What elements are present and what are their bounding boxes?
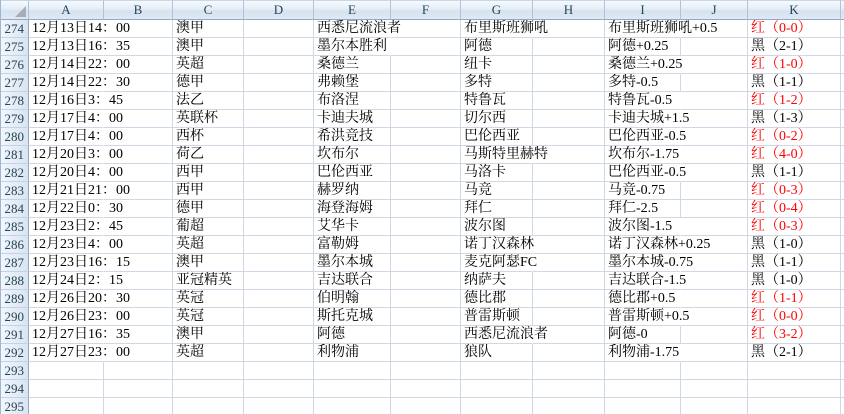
cell-empty-d[interactable] xyxy=(244,182,314,200)
cell-league[interactable]: 德甲 xyxy=(173,74,244,92)
cell-home-team[interactable] xyxy=(314,380,391,398)
cell-result[interactable]: 黑（1-0） xyxy=(748,236,841,254)
cell-empty-h[interactable] xyxy=(533,218,605,236)
column-header-A[interactable]: A xyxy=(29,0,104,20)
cell-date[interactable]: 12月17日4：00 xyxy=(29,128,104,146)
cell-away-team[interactable]: 巴伦西亚 xyxy=(461,128,533,146)
cell-away-team[interactable] xyxy=(461,398,533,414)
cell-home-team[interactable]: 巴伦西亚 xyxy=(314,164,391,182)
sheet-row xyxy=(1,380,844,398)
cell-away-team[interactable]: 特鲁瓦 xyxy=(461,92,533,110)
cell-empty-h[interactable] xyxy=(533,398,605,414)
cell-league[interactable]: 英冠 xyxy=(173,308,244,326)
cell-empty-h[interactable] xyxy=(533,344,605,362)
cell-result[interactable]: 黑（1-1） xyxy=(748,74,841,92)
cell-handicap-pick[interactable]: 墨尔本城-0.75 xyxy=(605,254,681,272)
cell-league[interactable] xyxy=(173,380,244,398)
cell-away-team[interactable] xyxy=(461,362,533,380)
cell-away-team[interactable]: 阿德 xyxy=(461,38,533,56)
cell-empty-d[interactable] xyxy=(244,110,314,128)
cell-home-team[interactable]: 海登海姆 xyxy=(314,200,391,218)
cell-league[interactable] xyxy=(173,398,244,414)
cell-league[interactable]: 英联杯 xyxy=(173,110,244,128)
cell-handicap-pick[interactable]: 阿德-0 xyxy=(605,326,681,344)
cell-empty-j[interactable] xyxy=(681,344,748,362)
cell-empty-h[interactable] xyxy=(533,272,605,290)
cell-empty-d[interactable] xyxy=(244,56,314,74)
cell-result[interactable]: 红（0-3） xyxy=(748,182,841,200)
cell-empty-d[interactable] xyxy=(244,200,314,218)
cell-empty-h[interactable] xyxy=(533,56,605,74)
cell-empty-j[interactable] xyxy=(681,74,748,92)
cell-handicap-pick[interactable] xyxy=(605,398,681,414)
cell-empty-f[interactable] xyxy=(391,380,461,398)
cell-empty-d[interactable] xyxy=(244,326,314,344)
column-header-I[interactable]: I xyxy=(605,0,681,20)
cell-empty-f[interactable] xyxy=(391,272,461,290)
cell-empty-f[interactable] xyxy=(391,146,461,164)
cell-empty-j[interactable] xyxy=(681,398,748,414)
cell-away-team[interactable]: 切尔西 xyxy=(461,110,533,128)
cell-handicap-pick[interactable]: 普雷斯顿+0.5 xyxy=(605,308,681,326)
cell-league[interactable]: 法乙 xyxy=(173,92,244,110)
sheet-row xyxy=(1,74,844,92)
cell-home-team[interactable]: 卡迪夫城 xyxy=(314,110,391,128)
cell-empty-f[interactable] xyxy=(391,218,461,236)
cell-away-team[interactable]: 德比郡 xyxy=(461,290,533,308)
cell-handicap-pick[interactable]: 多特-0.5 xyxy=(605,74,681,92)
row-header[interactable]: 288 xyxy=(1,272,29,290)
cell-handicap-pick[interactable]: 巴伦西亚-0.5 xyxy=(605,128,681,146)
cell-league[interactable]: 荷乙 xyxy=(173,146,244,164)
cell-empty-h[interactable] xyxy=(533,308,605,326)
cell-league[interactable]: 亚冠精英 xyxy=(173,272,244,290)
cell-empty-d[interactable] xyxy=(244,146,314,164)
sheet-row xyxy=(1,56,844,74)
cell-empty-f[interactable] xyxy=(391,56,461,74)
cell-date[interactable]: 12月13日14：00 xyxy=(29,20,104,38)
cell-date[interactable]: 12月20日4：00 xyxy=(29,164,104,182)
cell-result[interactable]: 红（0-3） xyxy=(748,218,841,236)
cell-league[interactable]: 德甲 xyxy=(173,200,244,218)
cell-empty-j[interactable] xyxy=(681,110,748,128)
cell-date[interactable]: 12月24日2：15 xyxy=(29,272,104,290)
cell-result[interactable]: 红（0-0） xyxy=(748,308,841,326)
cell-empty-h[interactable] xyxy=(533,92,605,110)
cell-handicap-pick[interactable]: 桑德兰+0.25 xyxy=(605,56,681,74)
cell-date[interactable]: 12月22日0：30 xyxy=(29,200,104,218)
cell-date[interactable]: 12月20日3：00 xyxy=(29,146,104,164)
cell-empty-d[interactable] xyxy=(244,398,314,414)
cell-empty-h[interactable] xyxy=(533,74,605,92)
row-header[interactable]: 291 xyxy=(1,326,29,344)
cell-empty-d[interactable] xyxy=(244,344,314,362)
cell-result[interactable]: 红（0-0） xyxy=(748,20,841,38)
cell-empty-d[interactable] xyxy=(244,128,314,146)
cell-handicap-pick[interactable]: 卡迪夫城+1.5 xyxy=(605,110,681,128)
sheet-row xyxy=(1,398,844,414)
sheet-row xyxy=(1,344,844,362)
cell-handicap-pick[interactable]: 波尔图-1.5 xyxy=(605,218,681,236)
cell-home-team[interactable]: 伯明翰 xyxy=(314,290,391,308)
cell-away-team[interactable]: 诺丁汉森林 xyxy=(461,236,533,254)
cell-league[interactable]: 澳甲 xyxy=(173,254,244,272)
cell-date[interactable]: 12月16日3：45 xyxy=(29,92,104,110)
select-all-triangle-icon xyxy=(15,6,26,17)
cell-away-team[interactable]: 马洛卡 xyxy=(461,164,533,182)
cell-home-team[interactable]: 布洛涅 xyxy=(314,92,391,110)
cell-result[interactable] xyxy=(748,362,841,380)
cell-away-team[interactable]: 普雷斯顿 xyxy=(461,308,533,326)
cell-league[interactable]: 葡超 xyxy=(173,218,244,236)
cell-empty-h[interactable] xyxy=(533,200,605,218)
row-header[interactable]: 283 xyxy=(1,182,29,200)
cell-result[interactable]: 红（0-4） xyxy=(748,200,841,218)
cell-empty-f[interactable] xyxy=(391,20,461,38)
cell-empty-h[interactable] xyxy=(533,380,605,398)
cell-date[interactable]: 12月13日16：35 xyxy=(29,38,104,56)
cell-home-team[interactable]: 利物浦 xyxy=(314,344,391,362)
cell-league[interactable] xyxy=(173,362,244,380)
cell-date[interactable]: 12月26日23：00 xyxy=(29,308,104,326)
cell-result[interactable]: 红（1-1） xyxy=(748,290,841,308)
cell-away-team[interactable]: 麦克阿瑟FC xyxy=(461,254,533,272)
row-header[interactable]: 290 xyxy=(1,308,29,326)
row-header[interactable]: 280 xyxy=(1,128,29,146)
row-header[interactable]: 286 xyxy=(1,236,29,254)
cell-empty-f[interactable] xyxy=(391,200,461,218)
cell-empty-f[interactable] xyxy=(391,236,461,254)
sheet-row xyxy=(1,200,844,218)
cell-handicap-pick[interactable]: 拜仁-2.5 xyxy=(605,200,681,218)
cell-result[interactable]: 黑（1-0） xyxy=(748,272,841,290)
cell-league[interactable]: 西甲 xyxy=(173,182,244,200)
sheet-row xyxy=(1,308,844,326)
cell-away-team[interactable]: 纳萨夫 xyxy=(461,272,533,290)
cell-handicap-pick[interactable]: 坎布尔-1.75 xyxy=(605,146,681,164)
cell-empty-h[interactable] xyxy=(533,128,605,146)
column-header-D[interactable]: D xyxy=(244,0,314,20)
cell-result[interactable]: 红（3-2） xyxy=(748,326,841,344)
cell-league[interactable]: 澳甲 xyxy=(173,38,244,56)
cell-date[interactable]: 12月23日4：00 xyxy=(29,236,104,254)
sheet-row xyxy=(1,182,844,200)
cell-home-team[interactable]: 墨尔本胜利 xyxy=(314,38,391,56)
cell-result[interactable]: 红（0-2） xyxy=(748,128,841,146)
cell-empty-j[interactable] xyxy=(681,164,748,182)
cell-away-team[interactable] xyxy=(461,380,533,398)
row-header[interactable]: 289 xyxy=(1,290,29,308)
row-header[interactable]: 285 xyxy=(1,218,29,236)
cell-home-team[interactable] xyxy=(314,362,391,380)
cell-empty-d[interactable] xyxy=(244,74,314,92)
cell-empty-f[interactable] xyxy=(391,344,461,362)
cell-handicap-pick[interactable]: 利物浦-1.75 xyxy=(605,344,681,362)
cell-league[interactable]: 澳甲 xyxy=(173,326,244,344)
cell-empty-h[interactable] xyxy=(533,254,605,272)
cell-empty-d[interactable] xyxy=(244,308,314,326)
sheet-row xyxy=(1,290,844,308)
cell-away-team[interactable]: 西悉尼流浪者 xyxy=(461,326,533,344)
sheet-body xyxy=(1,20,844,414)
row-header[interactable]: 279 xyxy=(1,110,29,128)
cell-handicap-pick[interactable]: 马竞-0.75 xyxy=(605,182,681,200)
cell-empty-f[interactable] xyxy=(391,326,461,344)
cell-empty-h[interactable] xyxy=(533,38,605,56)
row-header[interactable]: 277 xyxy=(1,74,29,92)
cell-empty-j[interactable] xyxy=(681,200,748,218)
cell-date[interactable] xyxy=(29,380,104,398)
cell-empty-d[interactable] xyxy=(244,236,314,254)
column-header-B[interactable]: B xyxy=(104,0,173,20)
row-header[interactable]: 281 xyxy=(1,146,29,164)
sheet-row xyxy=(1,38,844,56)
cell-empty-f[interactable] xyxy=(391,110,461,128)
cell-empty-b[interactable] xyxy=(104,380,173,398)
cell-away-team[interactable]: 布里斯班狮吼 xyxy=(461,20,533,38)
cell-empty-f[interactable] xyxy=(391,164,461,182)
cell-away-team[interactable]: 马斯特里赫特 xyxy=(461,146,533,164)
cell-date[interactable]: 12月17日4：00 xyxy=(29,110,104,128)
cell-empty-j[interactable] xyxy=(681,380,748,398)
cell-handicap-pick[interactable] xyxy=(605,362,681,380)
sheet-row xyxy=(1,272,844,290)
sheet-row xyxy=(1,236,844,254)
cell-handicap-pick[interactable]: 吉达联合-1.5 xyxy=(605,272,681,290)
cell-home-team[interactable]: 阿德 xyxy=(314,326,391,344)
sheet-row xyxy=(1,164,844,182)
cell-date[interactable]: 12月27日23：00 xyxy=(29,344,104,362)
cell-home-team[interactable]: 墨尔本城 xyxy=(314,254,391,272)
sheet-row xyxy=(1,362,844,380)
column-header-H[interactable]: H xyxy=(533,0,605,20)
cell-empty-f[interactable] xyxy=(391,92,461,110)
worksheet-table xyxy=(1,0,844,414)
cell-result[interactable]: 红（4-0） xyxy=(748,146,841,164)
row-header[interactable]: 293 xyxy=(1,362,29,380)
cell-empty-d[interactable] xyxy=(244,38,314,56)
cell-date[interactable]: 12月21日21：00 xyxy=(29,182,104,200)
cell-home-team[interactable]: 艾华卡 xyxy=(314,218,391,236)
cell-empty-f[interactable] xyxy=(391,254,461,272)
cell-handicap-pick[interactable] xyxy=(605,380,681,398)
cell-empty-d[interactable] xyxy=(244,218,314,236)
cell-empty-f[interactable] xyxy=(391,290,461,308)
cell-result[interactable]: 红（1-2） xyxy=(748,92,841,110)
cell-empty-d[interactable] xyxy=(244,362,314,380)
cell-away-team[interactable]: 纽卡 xyxy=(461,56,533,74)
cell-home-team[interactable]: 富勒姆 xyxy=(314,236,391,254)
cell-handicap-pick[interactable]: 特鲁瓦-0.5 xyxy=(605,92,681,110)
row-header[interactable]: 292 xyxy=(1,344,29,362)
cell-date[interactable]: 12月23日16：15 xyxy=(29,254,104,272)
cell-home-team[interactable]: 赫罗纳 xyxy=(314,182,391,200)
cell-empty-j[interactable] xyxy=(681,218,748,236)
cell-empty-b[interactable] xyxy=(104,398,173,414)
row-header[interactable]: 295 xyxy=(1,398,29,414)
cell-home-team[interactable]: 吉达联合 xyxy=(314,272,391,290)
cell-league[interactable]: 英超 xyxy=(173,344,244,362)
cell-date[interactable]: 12月14日22：30 xyxy=(29,74,104,92)
cell-result[interactable] xyxy=(748,398,841,414)
cell-result[interactable]: 黑（1-1） xyxy=(748,164,841,182)
cell-empty-j[interactable] xyxy=(681,290,748,308)
cell-result[interactable]: 黑（1-1） xyxy=(748,254,841,272)
cell-home-team[interactable]: 西悉尼流浪者 xyxy=(314,20,391,38)
cell-date[interactable]: 12月14日22：00 xyxy=(29,56,104,74)
sheet-row xyxy=(1,218,844,236)
row-header[interactable]: 275 xyxy=(1,38,29,56)
cell-away-team[interactable]: 狼队 xyxy=(461,344,533,362)
cell-handicap-pick[interactable]: 诺丁汉森林+0.25 xyxy=(605,236,681,254)
cell-empty-d[interactable] xyxy=(244,254,314,272)
cell-result[interactable]: 黑（2-1） xyxy=(748,38,841,56)
sheet-row xyxy=(1,146,844,164)
cell-home-team[interactable] xyxy=(314,398,391,414)
cell-empty-j[interactable] xyxy=(681,272,748,290)
cell-empty-d[interactable] xyxy=(244,380,314,398)
sheet-row xyxy=(1,20,844,38)
sheet-row xyxy=(1,110,844,128)
cell-result[interactable]: 红（1-0） xyxy=(748,56,841,74)
cell-league[interactable]: 英冠 xyxy=(173,290,244,308)
sheet-row xyxy=(1,128,844,146)
cell-empty-j[interactable] xyxy=(681,182,748,200)
column-header-G[interactable]: G xyxy=(461,0,533,20)
cell-empty-j[interactable] xyxy=(681,56,748,74)
row-header[interactable]: 274 xyxy=(1,20,29,38)
cell-result[interactable]: 黑（1-3） xyxy=(748,110,841,128)
cell-empty-f[interactable] xyxy=(391,182,461,200)
cell-empty-h[interactable] xyxy=(533,236,605,254)
cell-empty-j[interactable] xyxy=(681,362,748,380)
cell-date[interactable]: 12月27日16：35 xyxy=(29,326,104,344)
cell-empty-j[interactable] xyxy=(681,92,748,110)
cell-empty-d[interactable] xyxy=(244,290,314,308)
cell-league[interactable]: 澳甲 xyxy=(173,20,244,38)
cell-empty-j[interactable] xyxy=(681,38,748,56)
cell-empty-b[interactable] xyxy=(104,362,173,380)
cell-empty-j[interactable] xyxy=(681,128,748,146)
row-header[interactable]: 282 xyxy=(1,164,29,182)
cell-date[interactable]: 12月26日20：30 xyxy=(29,290,104,308)
sheet-row xyxy=(1,254,844,272)
cell-empty-f[interactable] xyxy=(391,38,461,56)
column-header-E[interactable]: E xyxy=(314,0,391,20)
column-header-F[interactable]: F xyxy=(391,0,461,20)
cell-empty-f[interactable] xyxy=(391,308,461,326)
cell-handicap-pick[interactable]: 巴伦西亚-0.5 xyxy=(605,164,681,182)
sheet-row xyxy=(1,92,844,110)
cell-league[interactable]: 西杯 xyxy=(173,128,244,146)
cell-league[interactable]: 英超 xyxy=(173,236,244,254)
cell-home-team[interactable]: 希洪竞技 xyxy=(314,128,391,146)
cell-empty-f[interactable] xyxy=(391,398,461,414)
cell-empty-j[interactable] xyxy=(681,308,748,326)
cell-empty-d[interactable] xyxy=(244,20,314,38)
row-header[interactable]: 278 xyxy=(1,92,29,110)
column-header-J[interactable]: J xyxy=(681,0,748,20)
cell-handicap-pick[interactable]: 布里斯班狮吼+0.5 xyxy=(605,20,681,38)
column-header-C[interactable]: C xyxy=(173,0,244,20)
cell-league[interactable]: 西甲 xyxy=(173,164,244,182)
cell-home-team[interactable]: 弗赖堡 xyxy=(314,74,391,92)
cell-empty-h[interactable] xyxy=(533,164,605,182)
row-header[interactable]: 284 xyxy=(1,200,29,218)
cell-empty-d[interactable] xyxy=(244,272,314,290)
column-header-row xyxy=(1,0,844,20)
cell-result[interactable] xyxy=(748,380,841,398)
cell-date[interactable]: 12月23日2：45 xyxy=(29,218,104,236)
cell-empty-h[interactable] xyxy=(533,182,605,200)
cell-handicap-pick[interactable]: 德比郡+0.5 xyxy=(605,290,681,308)
cell-empty-j[interactable] xyxy=(681,326,748,344)
cell-away-team[interactable]: 多特 xyxy=(461,74,533,92)
cell-date[interactable] xyxy=(29,398,104,414)
cell-empty-h[interactable] xyxy=(533,362,605,380)
cell-empty-h[interactable] xyxy=(533,110,605,128)
cell-empty-f[interactable] xyxy=(391,128,461,146)
cell-empty-j[interactable] xyxy=(681,146,748,164)
cell-handicap-pick[interactable]: 阿德+0.25 xyxy=(605,38,681,56)
cell-home-team[interactable]: 斯托克城 xyxy=(314,308,391,326)
cell-date[interactable] xyxy=(29,362,104,380)
cell-empty-d[interactable] xyxy=(244,92,314,110)
cell-result[interactable]: 黑（2-1） xyxy=(748,344,841,362)
cell-empty-f[interactable] xyxy=(391,362,461,380)
sheet-row xyxy=(1,326,844,344)
row-header[interactable]: 287 xyxy=(1,254,29,272)
row-header[interactable]: 276 xyxy=(1,56,29,74)
cell-league[interactable]: 英超 xyxy=(173,56,244,74)
select-all-corner[interactable] xyxy=(1,0,29,20)
cell-away-team[interactable]: 拜仁 xyxy=(461,200,533,218)
cell-empty-d[interactable] xyxy=(244,164,314,182)
cell-away-team[interactable]: 马竞 xyxy=(461,182,533,200)
cell-empty-f[interactable] xyxy=(391,74,461,92)
cell-home-team[interactable]: 坎布尔 xyxy=(314,146,391,164)
cell-away-team[interactable]: 波尔图 xyxy=(461,218,533,236)
row-header[interactable]: 294 xyxy=(1,380,29,398)
column-header-K[interactable]: K xyxy=(748,0,841,20)
cell-home-team[interactable]: 桑德兰 xyxy=(314,56,391,74)
cell-empty-h[interactable] xyxy=(533,290,605,308)
